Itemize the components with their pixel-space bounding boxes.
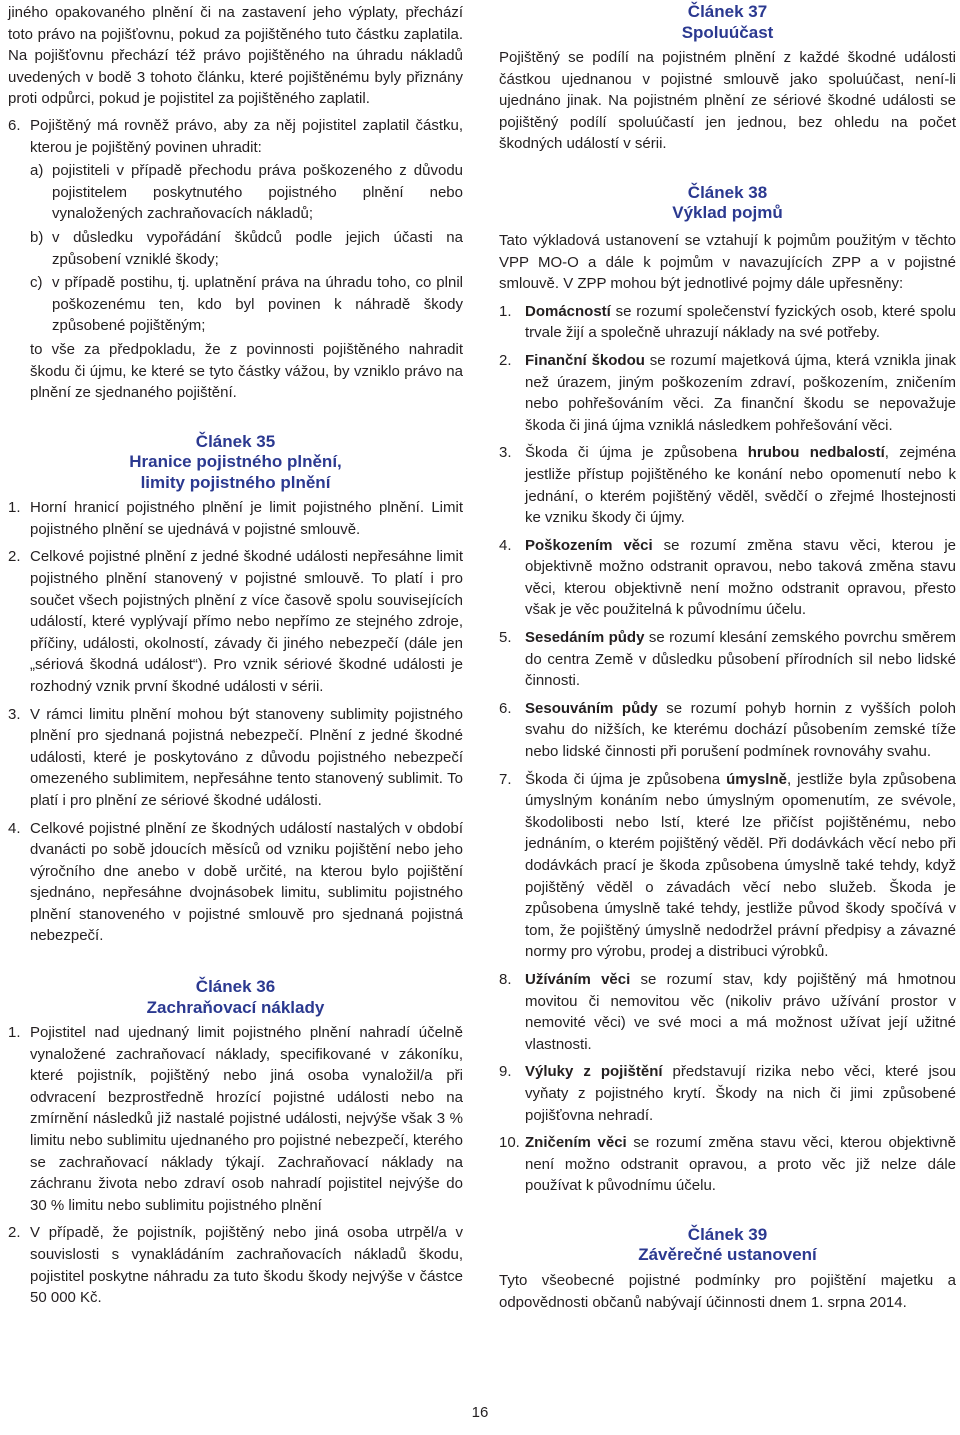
definition-text bbox=[525, 769, 956, 963]
definition-body: se rozumí klesání zemského povrchu směrem do centra Země v důsledku působení přírodních sil nebo lidské činnosti. bbox=[525, 629, 957, 690]
right-column bbox=[499, 2, 956, 1313]
sub-item bbox=[30, 227, 463, 270]
item-number: 2. bbox=[499, 351, 512, 369]
article-paragraph: Pojištěný se podílí na pojistném plnění z každé škodné události částkou ujednanou v pojistné smlouvě jako spoluúčast, není-li ujednáno jinak. Na pojistném plnění ze sériové škodné události se pojištěný podílí spoluúčastí jen jednou, bez ohledu na počet škodných událostí v sérii. bbox=[499, 49, 956, 153]
item-number: 1. bbox=[8, 499, 21, 517]
item-number: 2. bbox=[8, 1224, 21, 1242]
list-item bbox=[8, 818, 463, 948]
defined-term: Sesouváním půdy bbox=[525, 699, 658, 717]
definition-text bbox=[525, 301, 956, 344]
article-number: Článek 39 bbox=[687, 1224, 768, 1244]
definition-body: se rozumí pohyb hornin z vyšších poloh svahu do nižších, ke kterému dochází působením zemské tíže nebo lidské činnosti při porušení podmínek rovnováhy svahu. bbox=[525, 699, 956, 761]
closing-paragraph: to vše za předpokladu, že z povinnosti pojištěného nahradit škodu či újmu, ke které se tyto částky vážou, by vzniklo právo na plnění ze sjednaného pojištění. bbox=[30, 340, 463, 402]
definition-item bbox=[499, 698, 956, 763]
defined-term: Výluky z pojištění bbox=[525, 1063, 663, 1081]
article-paragraph: Tyto všeobecné pojistné podmínky pro pojištění majetku a odpovědnosti občanů nabývají účinnosti dnem 1. srpna 2014. bbox=[499, 1271, 956, 1311]
item-number: 3. bbox=[8, 705, 21, 723]
definition-item bbox=[499, 301, 956, 344]
definition-text bbox=[525, 627, 956, 692]
item-number: 3. bbox=[499, 444, 512, 462]
sub-item-label: b) bbox=[30, 228, 44, 246]
defined-term: Domácností bbox=[525, 302, 611, 320]
article-title: Zachraňovací náklady bbox=[146, 997, 325, 1017]
definition-body: se rozumí stav, kdy pojištěný má hmotnou movitou či nemovitou věc (nikoliv právo užívání prostor v nemovité věci) ve své moci a má možnost užívat její užitné vlastnosti. bbox=[525, 970, 956, 1053]
definitions-list bbox=[499, 301, 956, 1197]
item-number: 1. bbox=[499, 302, 512, 320]
definition-text bbox=[525, 535, 956, 621]
sub-item bbox=[30, 160, 463, 225]
article-number: Článek 35 bbox=[195, 431, 276, 451]
list-item bbox=[8, 1022, 463, 1216]
definition-body: , zejména jestliže přístup pojištěného ke konání nebo opomenutí nebo k jednání, o kterém pojištěný věděl, svědčí o zřejmé lhostejnosti ke vzniku škody či újmy. bbox=[525, 444, 956, 527]
definition-text bbox=[525, 969, 956, 1055]
definition-item bbox=[499, 535, 956, 621]
article-heading bbox=[499, 183, 956, 224]
article-title: Hranice pojistného plnění, bbox=[129, 452, 342, 472]
article-heading bbox=[499, 1225, 956, 1266]
item-text: Horní hranicí pojistného plnění je limit pojistného plnění. Limit pojistného plnění se ujednává v pojistné smlouvě. bbox=[30, 499, 463, 538]
article-number: Článek 37 bbox=[687, 2, 768, 21]
item-number: 6. bbox=[8, 116, 21, 134]
definition-body: se rozumí změna stavu věci, kterou je objektivně možno odstranit opravou, nebo taková změna stavu věci, kterou objektivně není možno odstranit opravou, přesto však je věc použitelná k původnímu účelu. bbox=[525, 536, 957, 619]
definition-text bbox=[525, 698, 956, 763]
list-item bbox=[8, 115, 463, 158]
left-column bbox=[8, 2, 463, 1309]
list-item bbox=[8, 546, 463, 697]
item-number: 4. bbox=[8, 819, 21, 837]
sub-item-text: pojistiteli v případě přechodu práva poškozeného z důvodu pojistitelem poskytnutého pojistného plnění nebo vynaložených zachraňovacích nákladů; bbox=[52, 162, 463, 223]
definition-body: se rozumí společenství fyzických osob, které spolu trvale žijí a společně uhrazují náklady na své potřeby. bbox=[525, 302, 956, 342]
article-heading bbox=[499, 2, 956, 43]
item-number: 6. bbox=[499, 699, 512, 717]
article-number: Článek 38 bbox=[687, 182, 768, 202]
list-item bbox=[8, 497, 463, 540]
article-title: Spoluúčast bbox=[681, 22, 774, 42]
definition-text bbox=[525, 442, 956, 528]
sub-item-text: v důsledku vypořádání škůdců podle jejich účasti na způsobení vzniklé škody; bbox=[52, 228, 463, 268]
list-item bbox=[8, 1222, 463, 1308]
definition-text bbox=[525, 350, 956, 436]
definition-body: se rozumí změna stavu věci, kterou objektivně není možno odstranit opravou, a proto věc již nelze dále používat k původnímu účelu. bbox=[525, 1134, 956, 1195]
item-number: 7. bbox=[499, 770, 512, 788]
item-text: Celkové pojistné plnění ze škodných událostí nastalých v období dvanácti po sobě jdoucích měsíců od vzniku pojištění nebo jeho výročního dne anebo v době určité, na kterou bylo pojištění sjednáno, nepřesáhne dvojnásobek limitu, sublimitu pojistného plnění stanoveného v pojistné smlouvě pro sjednaná pojistná nebezpečí. bbox=[30, 819, 463, 945]
item-number: 9. bbox=[499, 1063, 512, 1081]
defined-term: hrubou nedbalostí bbox=[747, 444, 885, 462]
item-text: Pojistitel nad ujednaný limit pojistného plnění nahradí účelně vynaložené zachraňovací náklady, specifikované v zákoníku, které pojistník, pojištěný nebo jiná osoba vynaložil/a při odvracení bezprostředně hrozící pojistné události nebo na zmírnění následků již nastalé pojistné události, nejvýše však 3 % limitu nebo sublimitu ujednaného pro pojistné nebezpečí, kterého se zachraňovací náklady týkají. Zachraňovací náklady na záchranu života nebo zdraví osob nahradí pojistitel nejvýše do 30 % limitu nebo sublimitu pojistného plnění bbox=[30, 1024, 463, 1214]
definition-item bbox=[499, 442, 956, 528]
sub-item-text: v případě postihu, tj. uplatnění práva na úhradu toho, co plnil poškozenému ten, kdo byl povinen k náhradě škody způsobené pojištěným; bbox=[52, 274, 463, 335]
definition-body: se rozumí majetková újma, která vznikla jinak než úrazem, jiným poškozením zdraví, poškozením, zničením nebo pohřešováním věci. Za finanční škodu se nepovažuje škoda či jiná újma vzniklá následkem pohřešování věci. bbox=[525, 351, 956, 434]
article-intro: Tato výkladová ustanovení se vztahují k pojmům použitým v těchto VPP MO-O a dále k pojmům v navazujících ZPP a v pojistné smlouvě. V ZPP mohou být jednotlivé pojmy dále upřesněny: bbox=[499, 231, 956, 293]
defined-term: úmyslně bbox=[726, 770, 787, 788]
item-number: 10. bbox=[499, 1134, 520, 1152]
definition-item bbox=[499, 627, 956, 692]
article-heading bbox=[8, 432, 463, 494]
definition-text bbox=[525, 1132, 956, 1197]
continued-paragraph: jiného opakovaného plnění či na zastavení jeho výplaty, přechází toto právo na pojišťovnu, pokud za pojištěného tuto částku zaplatila. Na pojišťovnu přechází též právo pojištěného na úhradu nákladů uvedených v bodě 3 tohoto článku, které pojištěnému byly přiznány proti odpůrci, pokud je pojistitel za pojištěného zaplatil. bbox=[8, 4, 463, 108]
item-text: Celkové pojistné plnění z jedné škodné události nepřesáhne limit pojistného plnění stanovený v pojistné smlouvě. To platí i pro součet všech pojistných plnění z více časově spolu souvisejících událostí, které vyplývají přímo nebo nepřímo ze stejného zdroje, příčiny, události, okolností, závady či jiného nebezpečí (dále jen „sériová škodná událost“). Pro vznik sériové škodné události je rozhodný vznik první škodné události v sérii. bbox=[30, 548, 463, 695]
definition-item bbox=[499, 769, 956, 963]
definition-prefix: Škoda či újma je způsobena bbox=[525, 444, 748, 462]
page-number: 16 bbox=[471, 1404, 489, 1421]
item-text: V rámci limitu plnění mohou být stanoveny sublimity pojistného plnění pro sjednaná pojistná nebezpečí. Plnění z jedné škodné události, které je poskytováno z důvodu pojistného nebezpečí omezeného sublimitem, nepřesáhne tento stanovený sublimit. To platí i pro plnění ze sériové škodné události. bbox=[30, 705, 463, 809]
item-number: 4. bbox=[499, 536, 512, 554]
defined-term: Zničením věci bbox=[525, 1134, 627, 1152]
definition-item bbox=[499, 350, 956, 436]
definition-item bbox=[499, 1132, 956, 1197]
item-number: 2. bbox=[8, 548, 21, 566]
article-number: Článek 36 bbox=[195, 977, 276, 997]
definition-item bbox=[499, 969, 956, 1055]
item-text: V případě, že pojistník, pojištěný nebo jiná osoba utrpěl/a v souvislosti s vynakládáním zachraňovacích nákladů škodu, pojistitel poskytne náhradu za tuto škodu škody nejvýše v částce 50 000 Kč. bbox=[30, 1224, 463, 1307]
item-text: Pojištěný má rovněž právo, aby za něj pojistitel zaplatil částku, kterou je pojištěný povinen uhradit: bbox=[30, 116, 463, 156]
sub-item-label: c) bbox=[30, 274, 43, 292]
defined-term: Sesedáním půdy bbox=[525, 629, 645, 647]
sub-item-label: a) bbox=[30, 162, 44, 180]
defined-term: Finanční škodou bbox=[525, 351, 645, 369]
article-title: Závěrečné ustanovení bbox=[638, 1245, 817, 1265]
item-number: 5. bbox=[499, 629, 512, 647]
sub-item bbox=[30, 272, 463, 337]
article-heading bbox=[8, 977, 463, 1018]
item-number: 8. bbox=[499, 970, 512, 988]
defined-term: Poškozením věci bbox=[525, 536, 653, 554]
item-number: 1. bbox=[8, 1024, 21, 1042]
article-title: Výklad pojmů bbox=[672, 203, 783, 223]
definition-text bbox=[525, 1061, 956, 1126]
definition-prefix: Škoda či újma je způsobena bbox=[525, 770, 727, 788]
definition-body: představují rizika nebo věci, které jsou vyňaty z pojistného krytí. Škody na nich či jimi způsobené pojišťovna nehradí. bbox=[525, 1063, 956, 1124]
definition-item bbox=[499, 1061, 956, 1126]
defined-term: Užíváním věci bbox=[525, 970, 631, 988]
list-item bbox=[8, 704, 463, 812]
article-title: limity pojistného plnění bbox=[140, 472, 331, 492]
definition-body: , jestliže byla způsobena úmyslným konáním nebo úmyslným opomenutím, ze svévole, škodolibosti nebo lstí, které lze přičíst pojištěnému, nebo jednáním, o kterém pojištěný věděl. Při dodávkách věcí nebo při dodávkách prací je škoda způsobena úmyslně také tehdy, když pojištěný věděl o závadách věcí nebo služeb. Škoda je způsobena úmyslně také tehdy, jestliže původ škody spočívá v tom, že pojištěný úmyslně nedodržel právní předpisy a závazné normy pro výrobu, prodej a distribuci výrobků. bbox=[525, 770, 956, 961]
